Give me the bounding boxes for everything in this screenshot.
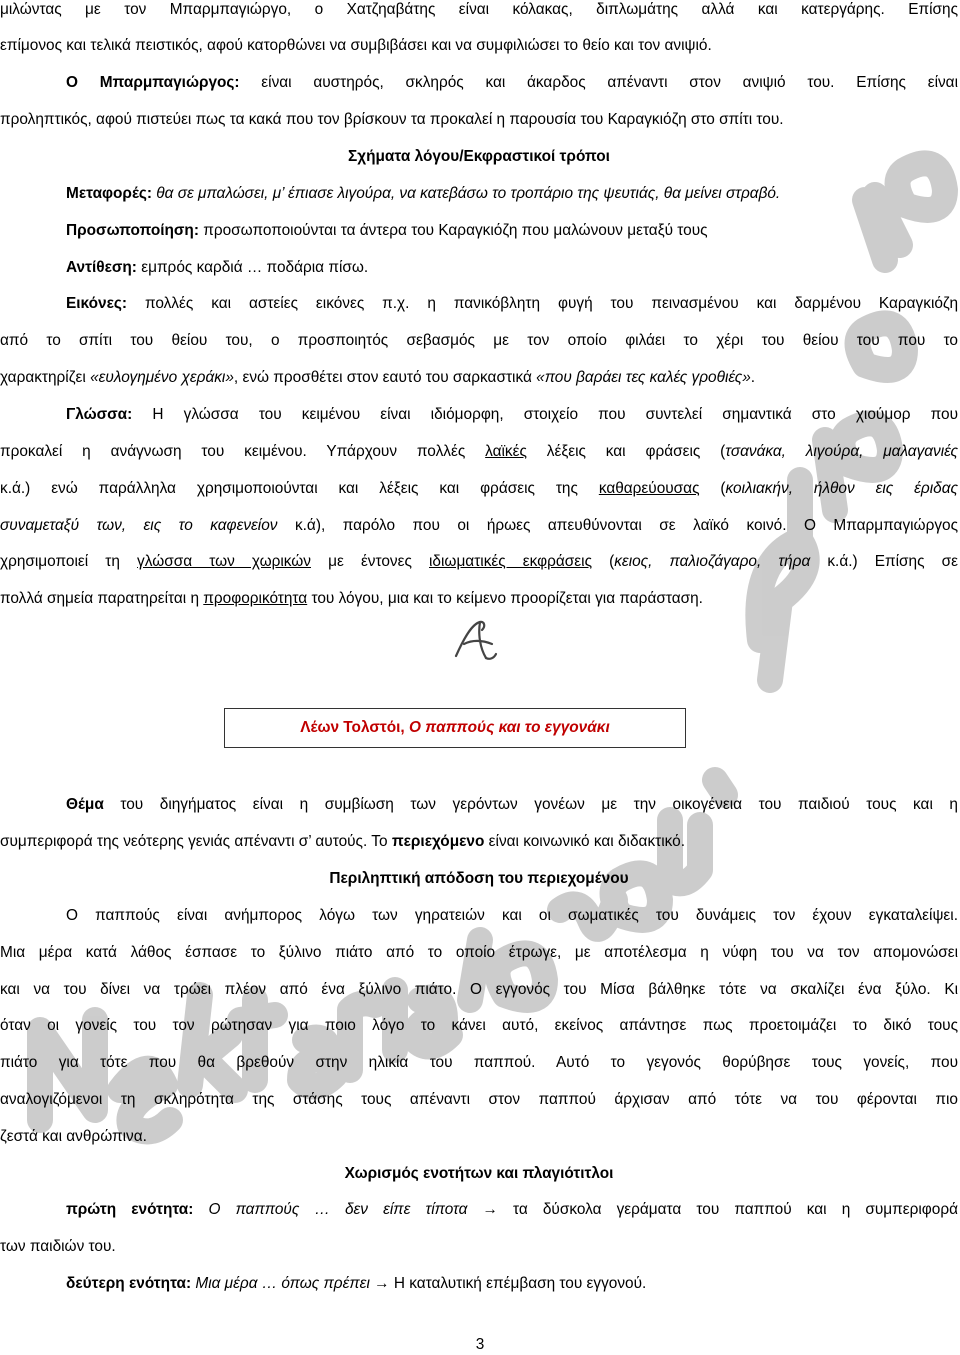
- text-line: [0, 442, 958, 462]
- text-line: [0, 1053, 958, 1073]
- text-italic: κειος, παλιοζάγαρο, τήρα: [614, 553, 811, 570]
- text-underline: καθαρεύουσας: [598, 480, 700, 497]
- text-line: [0, 110, 958, 130]
- label-bold: Προσωποποίηση:: [66, 222, 199, 239]
- text-span: Ο παππούς είναι ανήμπορος λόγω των γηρατειών και οι σωματικές του δυνάμεις τον έχουν εγκαταλείψει.: [66, 907, 958, 924]
- text-span: μιλώντας με τον Μπαρμπαγιώργο, ο Χατζηαβάτης είναι κόλακας, διπλωμάτης αλλά και κατεργάρης. Επίσης: [0, 1, 958, 18]
- text-italic: Ο παππούς … δεν είπε τίποτα: [208, 1201, 468, 1218]
- text-line: [0, 1127, 958, 1147]
- section-heading: [0, 869, 958, 889]
- text-span: κ.ά), παρόλο που οι ήρωες απευθύνονται σε λαϊκό κοινό. Ο Μπαρμπαγιώργος: [277, 517, 958, 534]
- page-number: 3: [475, 1336, 485, 1353]
- text-span: κ.ά.) ενώ παράλληλα χρησιμοποιούνται και λέξεις και φράσεις της: [0, 480, 599, 497]
- label-bold: Ο Μπαρμπαγιώργος:: [66, 74, 240, 91]
- text-span: [193, 1201, 208, 1218]
- text-span: αναλογιζόμενοι τη σκληρότητα της στάσης τους απέναντι στον παππού άρχισαν από τότε να του φέρονται πιο: [0, 1091, 958, 1108]
- text-line: [0, 1090, 958, 1110]
- section-heading: [0, 1164, 958, 1184]
- label-bold: Μεταφορές:: [66, 185, 153, 202]
- ornament-icon: [450, 618, 500, 662]
- label-bold: Θέμα: [66, 796, 104, 813]
- label-bold: δεύτερη ενότητα:: [66, 1275, 192, 1292]
- text-span: είναι κοινωνικό και διδακτικό.: [484, 833, 685, 850]
- text-line: [0, 516, 958, 536]
- text-line: [0, 405, 958, 425]
- heading-text: Χωρισμός ενοτήτων και πλαγιότιτλοι: [344, 1165, 614, 1182]
- label-bold: πρώτη ενότητα:: [66, 1201, 194, 1218]
- text-span: και να του δίνει να τρώει πλέον από ένα ξύλινο πιάτο. Ο εγγονός του Μίσα βάλθηκε τότε να σκαλίζει ένα ξύλο. Κι: [0, 981, 958, 998]
- text-line: [0, 184, 958, 204]
- text-italic: τσανάκα, λιγούρα, μαλαγανιές: [725, 443, 959, 460]
- text-span: ζεστά και ανθρώπινα.: [0, 1128, 147, 1145]
- text-span: Μια μέρα κατά λάθος έσπασε το ξύλινο πιάτο από το οποίο έτρωγε, με αποτέλεσμα η νύφη του να τον απομονώσει: [0, 944, 958, 961]
- text-span: είναι αυστηρός, σκληρός και άκαρδος απέναντι στον ανιψιό του. Επίσης είναι: [239, 74, 959, 91]
- text-line: [0, 331, 958, 351]
- text-span: χαρακτηρίζει: [0, 369, 91, 386]
- text-span: (: [591, 553, 615, 570]
- text-line: [0, 294, 958, 314]
- text-italic: «ευλογημένο χεράκι»: [90, 369, 234, 386]
- text-span: .: [750, 369, 756, 386]
- text-italic: Μια μέρα … όπως πρέπει: [195, 1275, 370, 1292]
- text-span: εμπρός καρδιά … ποδάρια πίσω.: [136, 259, 369, 276]
- text-line: [0, 906, 958, 926]
- text-span: , ενώ προσθέτει στον εαυτό του σαρκαστικά: [233, 369, 537, 386]
- arrow-icon: →: [369, 1275, 394, 1292]
- text-line: [0, 552, 958, 572]
- text-line: [0, 795, 958, 815]
- text-line: [0, 479, 958, 499]
- text-line: [0, 73, 958, 93]
- story-title-box: [224, 708, 686, 748]
- text-span: από το σπίτι του θείου του, ο προσποιητός σεβασμός με τον οποίο φιλάει το χέρι του θείου του που το: [0, 332, 958, 349]
- text-line: [0, 36, 958, 56]
- text-span: κ.ά.) Επίσης σε: [810, 553, 958, 570]
- text-line: [0, 980, 958, 1000]
- text-span: επίμονος και τελικά πειστικός, αφού κατορθώνει να συμβιβάσει και να συμφιλιώσει το θείο και τον ανιψιό.: [0, 37, 712, 54]
- text-span: όταν οι γονείς του τον ρώτησαν για ποιο λόγο το κάνει αυτό, εκείνος απάντησε πως προετοιμάζει το δικό τους: [0, 1017, 958, 1034]
- text-italic: θα σε μπαλώσει, μ’ έπιασε λιγούρα, να κατεβάσω το τροπάριο της ψευτιάς, θα μείνει στραβό.: [152, 185, 781, 202]
- text-line: [0, 1016, 958, 1036]
- text-span: τα δύσκολα γεράματα του παππού και η συμπεριφορά: [512, 1201, 958, 1218]
- text-underline: γλώσσα των χωρικών: [137, 553, 311, 570]
- text-line: [0, 258, 958, 278]
- story-title: Ο παππούς και το εγγονάκι: [408, 719, 610, 736]
- text-span: συμπεριφορά της νεότερης γενιάς απέναντι σ’ αυτούς. Το: [0, 833, 392, 850]
- label-bold: Εικόνες:: [66, 295, 128, 312]
- text-line: [0, 832, 958, 852]
- text-line: [0, 1200, 958, 1220]
- text-line: [0, 0, 958, 20]
- label-bold: Γλώσσα:: [66, 406, 133, 423]
- text-underline: ιδιωματικές εκφράσεις: [429, 553, 592, 570]
- text-span: του λόγου, μια και το κείμενο προορίζεται για παράσταση.: [307, 590, 703, 607]
- text-span: πολλές και αστείες εικόνες π.χ. η πανικόβλητη φυγή του πεινασμένου και δαρμένου Καραγκιόζη: [127, 295, 958, 312]
- text-italic: «που βαράει τες καλές γροθιές»: [536, 369, 751, 386]
- text-line: [0, 589, 958, 609]
- arrow-icon: →: [467, 1201, 513, 1218]
- label-bold: Αντίθεση:: [66, 259, 137, 276]
- text-span: χρησιμοποιεί τη: [0, 553, 138, 570]
- text-span: προκαλεί η ανάγνωση του κειμένου. Υπάρχουν πολλές: [0, 443, 486, 460]
- text-span: πιάτο για τότε που θα βρεθούν στην ηλικία του παππού. Αυτό το γεγονός θορύβησε τους γονείς, που: [0, 1054, 958, 1071]
- text-span: πολλά σημεία παρατηρείται η: [0, 590, 204, 607]
- author-name: Λέων Τολστόι,: [300, 719, 409, 736]
- text-span: Η γλώσσα του κειμένου είναι ιδιόμορφη, στοιχείο που συντελεί σημαντικά στο χιούμορ που: [132, 406, 958, 423]
- text-span: λέξεις και φράσεις (: [526, 443, 726, 460]
- text-line: [0, 221, 958, 241]
- text-underline: προφορικότητα: [203, 590, 308, 607]
- section-heading: [0, 147, 958, 167]
- text-span: Η καταλυτική επέμβαση του εγγονού.: [393, 1275, 647, 1292]
- text-line: [0, 1237, 958, 1257]
- text-underline: λαϊκές: [485, 443, 527, 460]
- text-span: (: [699, 480, 726, 497]
- text-line: [0, 1274, 958, 1294]
- text-line: [0, 943, 958, 963]
- text-italic: συναμεταξύ των, εις το καφενείον: [0, 517, 278, 534]
- text-italic: κοιλιακήν, ήλθον εις έριδας: [725, 480, 958, 497]
- text-span: των παιδιών του.: [0, 1238, 116, 1255]
- text-line: [0, 368, 958, 388]
- label-bold: περιεχόμενο: [391, 833, 485, 850]
- text-span: προσωποποιούνται τα άντερα του Καραγκιόζη που μαλώνουν μεταξύ τους: [198, 222, 708, 239]
- text-span: με έντονες: [311, 553, 430, 570]
- heading-text: Σχήματα λόγου/Εκφραστικοί τρόποι: [348, 148, 610, 165]
- text-span: προληπτικός, αφού πιστεύει πως τα κακά που τον βρίσκουν τα προκαλεί η παρουσία του Καραγκιόζη στο σπίτι του.: [0, 111, 784, 128]
- text-span: του διηγήματος είναι η συμβίωση των γερόντων γονέων με την οικογένεια του παιδιού τους και η: [103, 796, 958, 813]
- heading-text: Περιληπτική απόδοση του περιεχομένου: [329, 870, 629, 887]
